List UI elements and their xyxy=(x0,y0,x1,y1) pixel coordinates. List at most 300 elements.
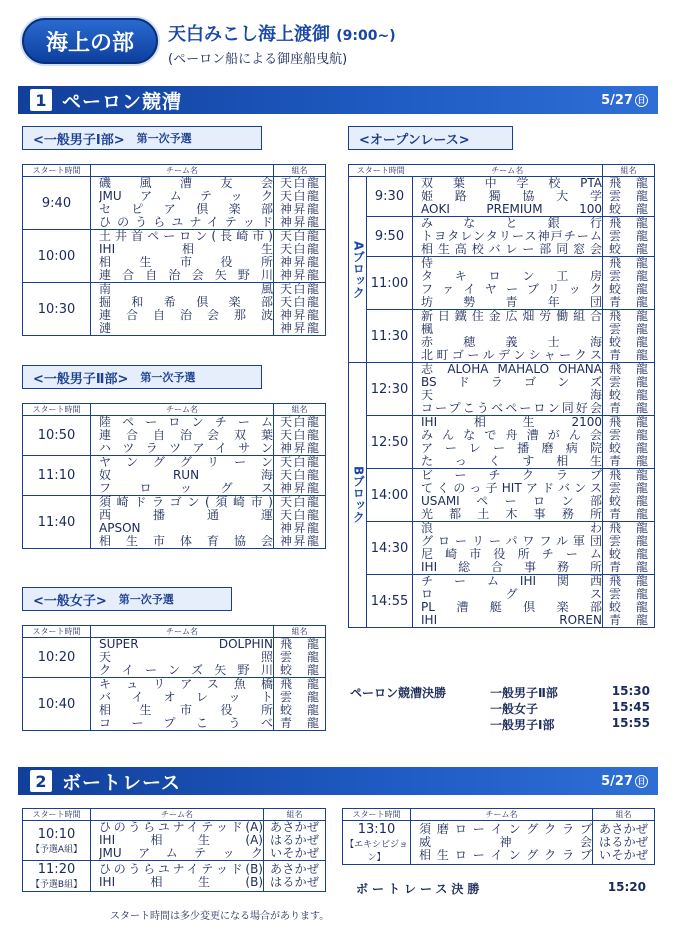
kumi-name-cell xyxy=(603,416,655,469)
section-badge: 海上の部 xyxy=(22,18,158,64)
kumi-name-cell xyxy=(274,230,326,283)
weekday-badge: 日 xyxy=(635,775,648,788)
start-time: 13:10 xyxy=(357,822,396,837)
start-time-cell xyxy=(367,469,413,522)
team-name: IHI相生 xyxy=(99,243,273,256)
category-stage: 第一次予選 xyxy=(140,371,196,384)
team-name: JMUアムテック xyxy=(99,190,273,203)
kumi-name: あさかぜ xyxy=(270,821,319,834)
team-name: ハツラツアイサン xyxy=(99,442,273,455)
table-row xyxy=(23,821,326,861)
team-name: タキロン工房 xyxy=(421,270,602,283)
table-row xyxy=(349,575,655,628)
block-label-cell xyxy=(349,177,367,363)
team-name: 連合自治会那波 xyxy=(99,309,273,322)
start-time: 11:30 xyxy=(370,328,409,344)
kumi-name: 雲龍 xyxy=(609,190,648,203)
table-header xyxy=(23,404,326,416)
team-name: ビーチクラブ xyxy=(421,469,602,482)
table-row xyxy=(23,678,326,731)
team-name: 須崎ドラゴン(須崎市) xyxy=(99,496,273,509)
kumi-header: 組名 xyxy=(264,809,326,821)
kumi-name: 蛟龍 xyxy=(609,389,648,402)
team-name: 掘和希倶楽部 xyxy=(99,296,273,309)
table-header xyxy=(23,809,326,821)
table-header xyxy=(23,165,326,177)
team-name: ひのうらユナイテッド xyxy=(99,216,273,229)
kumi-name: 神昇龍 xyxy=(280,322,319,335)
table-row xyxy=(343,821,655,865)
team-name: 尼崎市役所チーム xyxy=(421,548,602,561)
kumi-name-cell xyxy=(603,310,655,363)
kumi-name: 青龍 xyxy=(609,455,648,468)
team-name: 浪わ xyxy=(421,522,602,535)
table-row xyxy=(349,416,655,469)
kumi-name: 蛟龍 xyxy=(609,203,648,216)
team-name-cell xyxy=(413,257,603,310)
category-name: <一般男子Ⅱ部> xyxy=(33,371,129,387)
section-band-peron xyxy=(18,86,658,114)
team-header: チーム名 xyxy=(411,809,593,821)
kumi-name-cell xyxy=(264,861,326,892)
kumi-header: 組名 xyxy=(274,165,326,177)
finals-row xyxy=(490,700,650,717)
category-stage: 第一次予選 xyxy=(136,132,192,145)
kumi-name: 神昇龍 xyxy=(280,269,319,282)
kumi-name: 雲龍 xyxy=(609,376,648,389)
kumi-name-cell xyxy=(603,363,655,416)
kumi-name: 雲龍 xyxy=(609,482,648,495)
team-name-cell xyxy=(91,283,274,336)
start-time-cell xyxy=(367,310,413,363)
start-time-cell xyxy=(343,821,411,865)
team-name: 赤穂義士海 xyxy=(421,336,602,349)
event-title xyxy=(168,20,396,46)
start-time-cell xyxy=(367,177,413,217)
team-name-cell xyxy=(413,522,603,575)
team-name: グローリーパワフル軍団 xyxy=(421,535,602,548)
table-row xyxy=(23,177,326,230)
team-name: 姫路獨協大学 xyxy=(421,190,602,203)
kumi-name: 蛟龍 xyxy=(609,548,648,561)
team-name: IHI相生(B) xyxy=(99,876,263,889)
table-row xyxy=(23,496,326,549)
team-name-cell xyxy=(413,310,603,363)
team-name: てくのっ子HITアドバンス xyxy=(421,482,602,495)
kumi-name: 蛟龍 xyxy=(609,442,648,455)
start-time-cell xyxy=(23,230,91,283)
kumi-name: 雲龍 xyxy=(609,323,648,336)
schedule-table-open xyxy=(348,164,655,628)
group-label: 【予選B組】 xyxy=(30,880,83,890)
kumi-header: 組名 xyxy=(274,626,326,638)
kumi-name: 天白龍 xyxy=(280,456,319,469)
team-name: BSドラゴンズ xyxy=(421,376,602,389)
team-name: 漣 xyxy=(99,322,112,335)
block-header: スタート時間 xyxy=(349,165,413,177)
kumi-name: 飛龍 xyxy=(609,177,648,190)
kumi-name: 飛龍 xyxy=(280,638,319,651)
kumi-name: 雲龍 xyxy=(609,535,648,548)
team-header: チーム名 xyxy=(91,809,264,821)
table-row xyxy=(23,861,326,892)
kumi-name: 青龍 xyxy=(280,717,319,730)
team-name: 侍 xyxy=(421,257,434,270)
section-title: ボートレース xyxy=(62,771,182,794)
kumi-name-cell xyxy=(274,177,326,230)
table-row xyxy=(349,257,655,310)
kumi-name: 天白龍 xyxy=(280,496,319,509)
kumi-name: 蛟龍 xyxy=(609,495,648,508)
schedule-table-men-2 xyxy=(22,403,326,549)
start-time: 9:30 xyxy=(374,189,405,204)
kumi-name: 飛龍 xyxy=(609,575,648,588)
team-name: 相生市役所 xyxy=(99,704,273,717)
start-time-cell xyxy=(23,821,91,861)
kumi-name: 天白龍 xyxy=(280,509,319,522)
section-band-boat xyxy=(18,767,658,795)
team-name-cell xyxy=(91,821,264,861)
start-time: 14:00 xyxy=(370,487,409,503)
start-time-cell xyxy=(367,363,413,416)
kumi-name: 天白龍 xyxy=(280,190,319,203)
kumi-name: 天白龍 xyxy=(280,230,319,243)
start-time: 11:20 xyxy=(37,862,76,877)
kumi-name-cell xyxy=(603,217,655,257)
kumi-name: 天白龍 xyxy=(280,243,319,256)
section-number: 1 xyxy=(30,89,52,111)
team-name: IHI総合事務所 xyxy=(421,561,602,574)
kumi-name-cell xyxy=(274,416,326,456)
team-name-cell xyxy=(91,638,274,678)
kumi-header: 組名 xyxy=(603,165,655,177)
table-row xyxy=(23,638,326,678)
category-men-1 xyxy=(22,126,262,150)
finals-time: 15:30 xyxy=(611,684,650,698)
section-date xyxy=(601,93,648,108)
kumi-name: 雲龍 xyxy=(280,691,319,704)
start-time: 11:00 xyxy=(370,275,409,291)
kumi-name: 青龍 xyxy=(609,296,648,309)
table-header xyxy=(343,809,655,821)
team-name-cell xyxy=(411,821,593,865)
event-title-text: 天白みこし海上渡御 xyxy=(168,24,330,45)
kumi-name-cell xyxy=(603,575,655,628)
kumi-name: 青龍 xyxy=(609,402,648,415)
schedule-table-women xyxy=(22,625,326,731)
start-time-cell xyxy=(367,522,413,575)
kumi-name: 蛟龍 xyxy=(609,601,648,614)
time-header: スタート時間 xyxy=(23,626,91,638)
category-open xyxy=(348,126,513,150)
group-label: 【エキシビジョン】 xyxy=(345,840,408,863)
start-time-cell xyxy=(23,416,91,456)
table-row xyxy=(349,522,655,575)
team-name: コープこうべ xyxy=(99,717,273,730)
kumi-name-cell xyxy=(603,177,655,217)
kumi-name: 飛龍 xyxy=(609,363,648,376)
category-stage: 第一次予選 xyxy=(118,593,174,606)
kumi-name: 飛龍 xyxy=(609,469,648,482)
kumi-name: 青龍 xyxy=(609,508,648,521)
table-row xyxy=(23,416,326,456)
team-name-cell xyxy=(91,177,274,230)
category-name: <一般女子> xyxy=(33,593,107,609)
kumi-name-cell xyxy=(603,257,655,310)
team-name-cell xyxy=(91,496,274,549)
team-name-cell xyxy=(91,416,274,456)
kumi-name: あさかぜ xyxy=(270,863,319,876)
team-name: 威神会 xyxy=(419,836,592,849)
team-name-cell xyxy=(91,230,274,283)
kumi-name: 蛟龍 xyxy=(609,243,648,256)
team-name: 南風 xyxy=(99,283,273,296)
start-time-cell xyxy=(23,678,91,731)
time-header: スタート時間 xyxy=(23,165,91,177)
finals-category: 一般女子 xyxy=(490,702,539,716)
event-time: (9:00~) xyxy=(336,28,396,44)
footnote: スタート時間は多少変更になる場合があります。 xyxy=(110,911,330,922)
finals-category: 一般男子Ⅰ部 xyxy=(490,718,555,732)
kumi-name: 天白龍 xyxy=(280,416,319,429)
team-name-cell xyxy=(91,861,264,892)
team-name: ファイヤーブリック xyxy=(421,283,602,296)
team-name-cell xyxy=(413,469,603,522)
table-row xyxy=(23,283,326,336)
start-time-cell xyxy=(23,456,91,496)
table-header xyxy=(23,626,326,638)
kumi-name-cell xyxy=(274,283,326,336)
date-text: 5/27 xyxy=(601,773,633,789)
team-name: IHI ROREN xyxy=(421,614,602,627)
start-time-cell xyxy=(367,257,413,310)
team-header: チーム名 xyxy=(91,404,274,416)
team-name: SUPER DOLPHIN xyxy=(99,638,273,651)
team-name: 天海 xyxy=(421,389,602,402)
kumi-name: 雲龍 xyxy=(280,651,319,664)
team-header: チーム名 xyxy=(91,165,274,177)
kumi-name: 蛟龍 xyxy=(609,336,648,349)
kumi-name: 雲龍 xyxy=(609,429,648,442)
team-name: 土井首ペーロン(長崎市) xyxy=(99,230,273,243)
weekday-badge: 日 xyxy=(635,94,648,107)
kumi-name: いそかぜ xyxy=(270,847,319,860)
boat-finals-time: 15:20 xyxy=(607,880,646,894)
finals-row xyxy=(490,684,650,701)
kumi-name: はるかぜ xyxy=(599,836,648,849)
team-name: ヤンググリーン xyxy=(99,456,273,469)
boat-table-left xyxy=(22,808,326,892)
category-women xyxy=(22,587,232,611)
kumi-name: 飛龍 xyxy=(609,416,648,429)
kumi-name-cell xyxy=(593,821,655,865)
team-name: チームIHI関西 xyxy=(421,575,602,588)
team-name: トヨタレンタリース神戸チーム xyxy=(421,230,602,243)
start-time: 10:50 xyxy=(37,428,76,443)
team-name: クイーンズ矢野川 xyxy=(99,664,273,677)
start-time-cell xyxy=(367,575,413,628)
team-name-cell xyxy=(413,575,603,628)
kumi-name: 神昇龍 xyxy=(280,203,319,216)
finals-row xyxy=(490,716,650,733)
table-header xyxy=(349,165,655,177)
start-time: 10:40 xyxy=(37,696,76,712)
start-time-cell xyxy=(367,217,413,257)
table-row xyxy=(349,363,655,416)
team-name: 連合自治会双葉 xyxy=(99,429,273,442)
team-name-cell xyxy=(413,416,603,469)
kumi-name: 飛龍 xyxy=(609,310,648,323)
block-label-cell xyxy=(349,363,367,628)
start-time: 10:00 xyxy=(37,248,76,264)
kumi-name: 飛龍 xyxy=(609,217,648,230)
start-time-cell xyxy=(23,638,91,678)
finals-time: 15:55 xyxy=(611,716,650,730)
section-number: 2 xyxy=(30,770,52,792)
team-name: 北町ゴールデンシャークス xyxy=(421,349,602,362)
team-name: 相生市役所 xyxy=(99,256,273,269)
start-time-cell xyxy=(367,416,413,469)
table-row xyxy=(349,177,655,217)
start-time: 9:50 xyxy=(374,229,405,244)
team-name: 相生ローイングクラブ xyxy=(419,849,592,862)
kumi-name: あさかぜ xyxy=(599,823,648,836)
team-name: 相生市体育協会 xyxy=(99,535,273,548)
section-title: ペーロン競漕 xyxy=(62,90,183,113)
start-time: 11:40 xyxy=(37,514,76,530)
team-name-cell xyxy=(91,678,274,731)
kumi-name: 青龍 xyxy=(609,349,648,362)
kumi-name: 飛龍 xyxy=(609,257,648,270)
category-name: <一般男子Ⅰ部> xyxy=(33,132,125,148)
start-time: 10:30 xyxy=(37,301,76,317)
peron-finals-label: ペーロン競漕決勝 xyxy=(350,686,447,700)
team-name: ひのうらユナイテッド(A) xyxy=(99,821,263,834)
team-name: 天照 xyxy=(99,651,273,664)
start-time-cell xyxy=(23,177,91,230)
team-name: たっくす相生 xyxy=(421,455,602,468)
category-name: <オープンレース> xyxy=(359,132,470,148)
team-name: USAMIペーロン部 xyxy=(421,495,602,508)
team-name-cell xyxy=(91,456,274,496)
boat-finals-label: ボートレース決勝 xyxy=(356,882,484,896)
start-time: 9:40 xyxy=(41,195,72,211)
kumi-name: 神昇龍 xyxy=(280,309,319,322)
kumi-name: 飛龍 xyxy=(280,678,319,691)
kumi-name: 神昇龍 xyxy=(280,216,319,229)
team-name: セピア倶楽部 xyxy=(99,203,273,216)
kumi-name: 蛟龍 xyxy=(280,704,319,717)
team-header: チーム名 xyxy=(91,626,274,638)
team-name: バイオレット xyxy=(99,691,273,704)
time-header: スタート時間 xyxy=(23,809,91,821)
team-name: 陸ペーロンチーム xyxy=(99,416,273,429)
start-time: 14:30 xyxy=(370,540,409,556)
team-header: チーム名 xyxy=(413,165,603,177)
kumi-name-cell xyxy=(264,821,326,861)
team-name: 須磨ローイングクラブ xyxy=(419,823,592,836)
team-name-cell xyxy=(413,217,603,257)
table-row xyxy=(349,469,655,522)
boat-finals xyxy=(356,880,646,897)
table-row xyxy=(349,310,655,363)
table-row xyxy=(349,217,655,257)
kumi-name-cell xyxy=(274,456,326,496)
kumi-name-cell xyxy=(603,469,655,522)
team-name: ログス xyxy=(421,588,602,601)
start-time: 10:20 xyxy=(37,650,76,665)
team-name: 光都土木事務所 xyxy=(421,508,602,521)
start-time: 12:50 xyxy=(370,434,409,450)
team-name: みんなで舟漕がん会 xyxy=(421,429,602,442)
team-name: 相生高校バレー部同窓会 xyxy=(421,243,602,256)
kumi-name: 蛟龍 xyxy=(609,283,648,296)
kumi-name: 天白龍 xyxy=(280,177,319,190)
time-header: スタート時間 xyxy=(343,809,411,821)
kumi-name: 神昇龍 xyxy=(280,442,319,455)
finals-time: 15:45 xyxy=(611,700,650,714)
time-header: スタート時間 xyxy=(23,404,91,416)
finals-category: 一般男子Ⅱ部 xyxy=(490,686,558,700)
team-name: 西播通運 xyxy=(99,509,273,522)
block-label: Aブロック xyxy=(351,240,366,299)
start-time: 10:10 xyxy=(37,826,76,842)
schedule-table-men-1 xyxy=(22,164,326,336)
team-name: フロッグス xyxy=(99,482,273,495)
table-row xyxy=(23,456,326,496)
start-time-cell xyxy=(23,283,91,336)
kumi-name: はるかぜ xyxy=(270,834,319,847)
kumi-name: 天白龍 xyxy=(280,429,319,442)
team-name: 志 ALOHA MAHALO OHANA xyxy=(421,363,602,376)
kumi-name: 神昇龍 xyxy=(280,256,319,269)
team-name: 奴RUN海 xyxy=(99,469,273,482)
start-time: 12:30 xyxy=(370,381,409,397)
kumi-name: 天白龍 xyxy=(280,283,319,296)
team-name: 楓 xyxy=(421,323,434,336)
kumi-header: 組名 xyxy=(593,809,655,821)
team-name: コープこうべペーロン同好会 xyxy=(421,402,602,415)
kumi-name: 天白龍 xyxy=(280,296,319,309)
kumi-name: 飛龍 xyxy=(609,522,648,535)
team-name: みなと銀行 xyxy=(421,217,602,230)
block-label: Bブロック xyxy=(351,466,366,524)
kumi-name-cell xyxy=(274,678,326,731)
table-row xyxy=(23,230,326,283)
date-text: 5/27 xyxy=(601,92,633,108)
kumi-name: はるかぜ xyxy=(270,876,319,889)
kumi-name: 神昇龍 xyxy=(280,535,319,548)
kumi-name: 青龍 xyxy=(609,614,648,627)
kumi-name: 雲龍 xyxy=(609,588,648,601)
team-name: 新日鐵住金広畑労働組合 xyxy=(421,310,602,323)
kumi-name-cell xyxy=(274,638,326,678)
team-name: PL漕艇倶楽部 xyxy=(421,601,602,614)
kumi-name: 天白龍 xyxy=(280,469,319,482)
team-name: 磯風漕友会 xyxy=(99,177,273,190)
kumi-name: いそかぜ xyxy=(599,849,648,862)
team-name: 連合自治会矢野川 xyxy=(99,269,273,282)
team-name: IHI相生2100 xyxy=(421,416,602,429)
team-name: APSON xyxy=(99,522,141,535)
start-time: 14:55 xyxy=(370,593,409,609)
team-name-cell xyxy=(413,177,603,217)
kumi-name-cell xyxy=(274,496,326,549)
team-name: AOKI PREMIUM 100 xyxy=(421,203,602,216)
category-men-2 xyxy=(22,365,262,389)
team-name: キュリアス魚橋 xyxy=(99,678,273,691)
event-subtitle: (ペーロン船による御座船曳航) xyxy=(168,52,348,67)
